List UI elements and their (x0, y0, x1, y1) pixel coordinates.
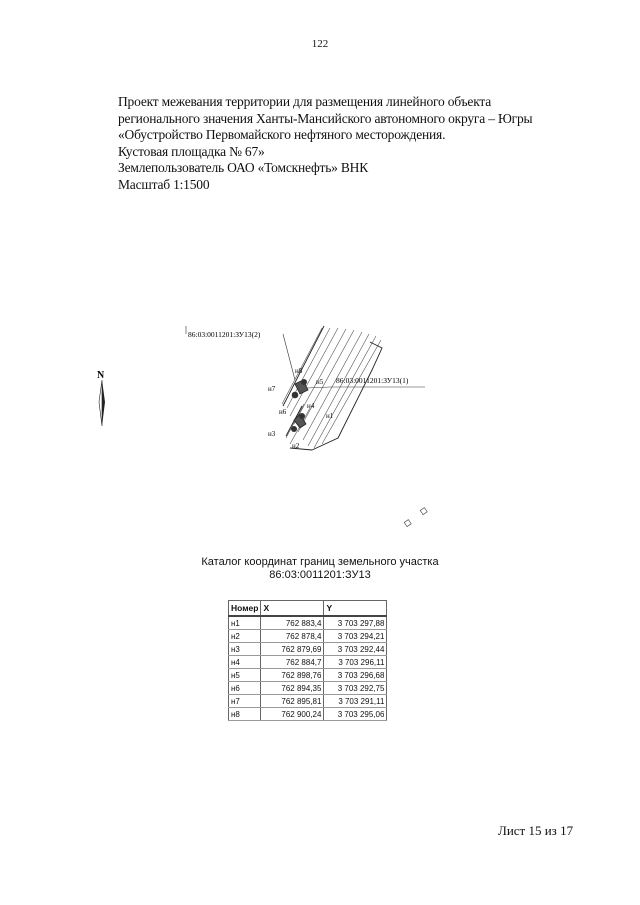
header-line-5: Землепользователь ОАО «Томскнефть» ВНК (118, 160, 369, 175)
catalog-title-block (0, 556, 640, 582)
table-row (229, 643, 387, 656)
coord-y: 3 703 297,88 (324, 616, 387, 630)
header-line-6: Масштаб 1:1500 (118, 176, 210, 192)
north-label: N (97, 370, 105, 381)
point-label-n4: н4 (307, 402, 315, 410)
point-number: н7 (229, 695, 261, 708)
column-header-y: Y (324, 601, 387, 617)
table-header-row (229, 601, 387, 617)
coord-y: 3 703 296,11 (324, 656, 387, 669)
point-label-n3: н3 (268, 430, 276, 438)
coord-y: 3 703 292,44 (324, 643, 387, 656)
point-label-n1: н1 (326, 412, 334, 420)
point-number: н6 (229, 682, 261, 695)
coordinates-table (228, 600, 387, 721)
coord-x: 762 883,4 (261, 616, 324, 630)
point-label-n5: н5 (316, 378, 324, 386)
column-header-number: Номер (229, 601, 261, 617)
column-header-x: X (261, 601, 324, 617)
document-header (118, 94, 578, 193)
coord-y: 3 703 296,68 (324, 669, 387, 682)
coord-y: 3 703 291,11 (324, 695, 387, 708)
coord-x: 762 900,24 (261, 708, 324, 721)
table-row (229, 708, 387, 721)
catalog-title: Каталог координат границ земельного участка (201, 556, 439, 568)
point-number: н1 (229, 616, 261, 630)
header-line-3: «Обустройство Первомайского нефтяного месторождения. (118, 127, 446, 142)
catalog-subtitle: 86:03:0011201:ЗУ13 (269, 569, 371, 581)
point-number: н8 (229, 708, 261, 721)
north-arrow-icon (97, 370, 105, 426)
point-label-n7: н7 (268, 385, 276, 393)
point-label-n8: н8 (295, 367, 303, 375)
parcel-label-2: 86:03:0011201:ЗУ13(2) (188, 330, 261, 339)
point-number: н3 (229, 643, 261, 656)
point-number: н4 (229, 656, 261, 669)
coord-y: 3 703 295,06 (324, 708, 387, 721)
coord-y: 3 703 292,75 (324, 682, 387, 695)
sheet-counter: Лист 15 из 17 (498, 823, 574, 838)
parcel-map (90, 320, 550, 540)
table-row (229, 695, 387, 708)
coord-x: 762 895,81 (261, 695, 324, 708)
point-number: н2 (229, 630, 261, 643)
header-line-2: регионального значения Ханты-Мансийского автономного округа – Югры (118, 110, 533, 126)
parcel-label-1: 86:03:0011201:ЗУ13(1) (336, 376, 409, 385)
coord-x: 762 878,4 (261, 630, 324, 643)
parcel-zu13-2 (292, 379, 308, 398)
header-line-1: Проект межевания территории для размещения линейного объекта (118, 94, 492, 109)
point-number: н5 (229, 669, 261, 682)
table-row (229, 616, 387, 630)
point-label-n2: н2 (292, 442, 300, 450)
table-row (229, 682, 387, 695)
point-label-n6: н6 (279, 408, 287, 416)
page-number: 122 (311, 38, 329, 50)
table-row (229, 630, 387, 643)
table-row (229, 669, 387, 682)
coord-x: 762 884,7 (261, 656, 324, 669)
coord-x: 762 898,76 (261, 669, 324, 682)
table-row (229, 656, 387, 669)
coord-x: 762 894,35 (261, 682, 324, 695)
coord-y: 3 703 294,21 (324, 630, 387, 643)
coord-x: 762 879,69 (261, 643, 324, 656)
header-line-4: Кустовая площадка № 67» (118, 143, 265, 159)
